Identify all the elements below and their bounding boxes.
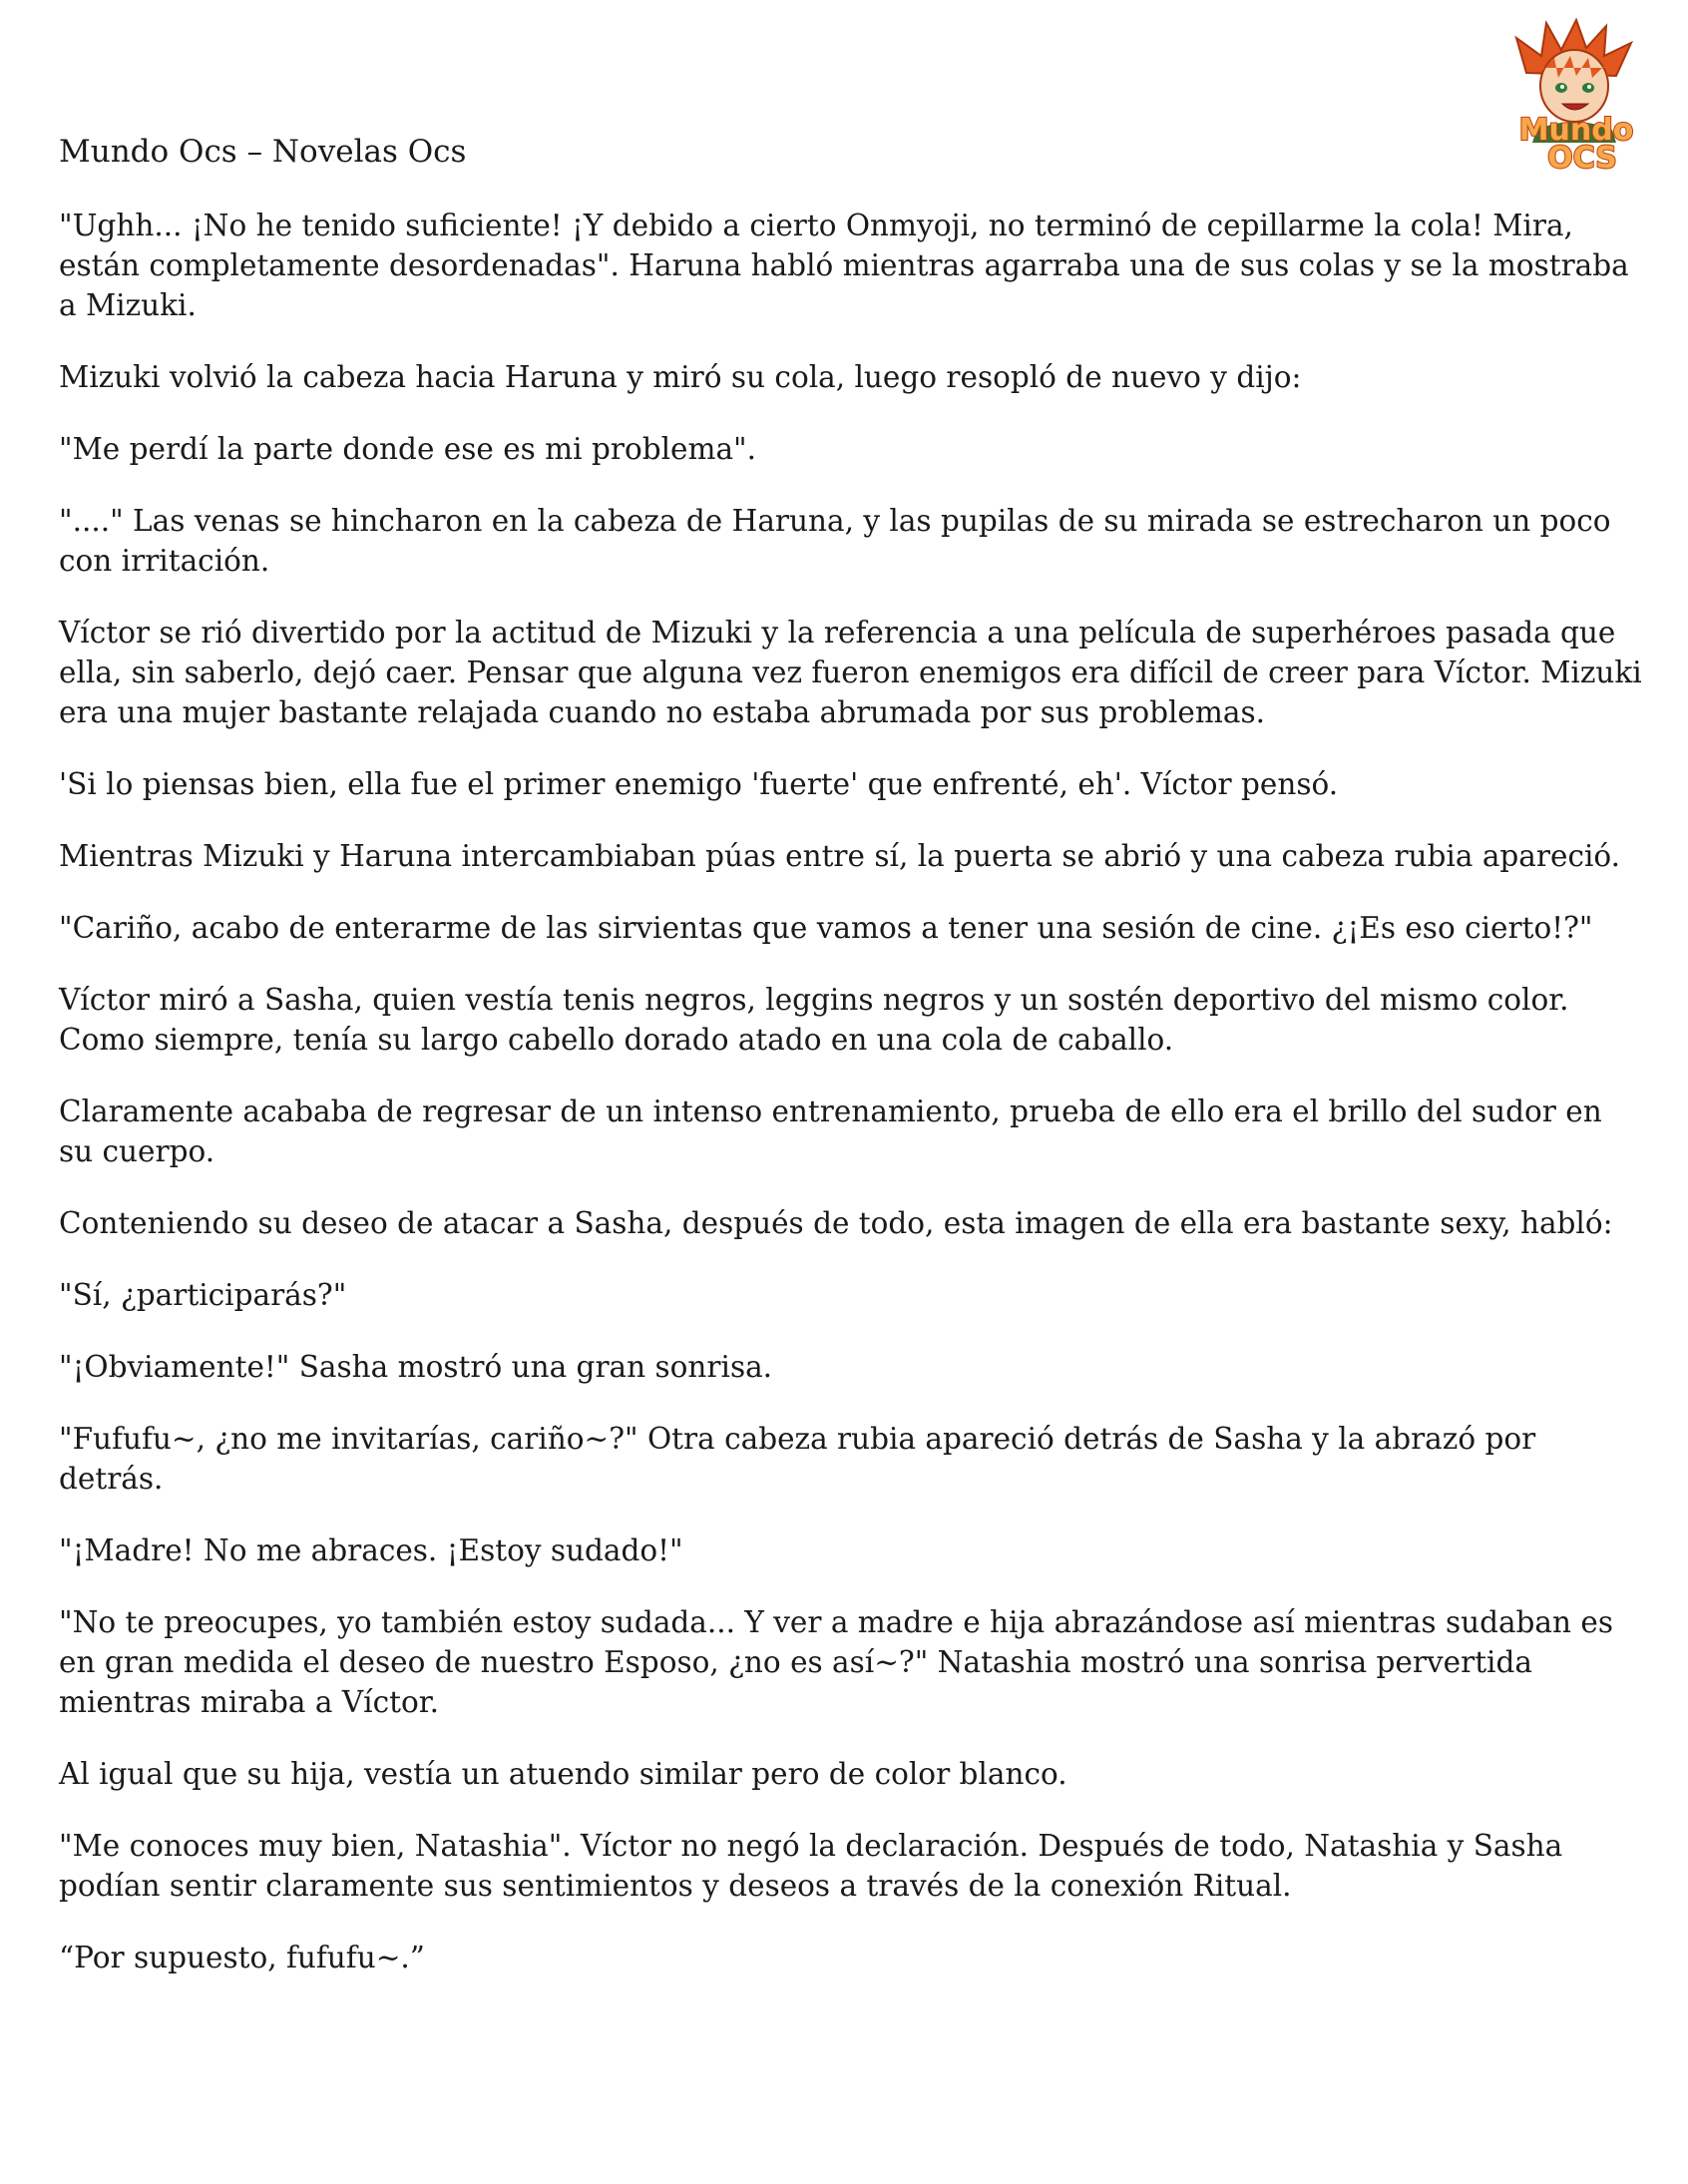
- paragraph: Mientras Mizuki y Haruna intercambiaban púas entre sí, la puerta se abrió y una cabeza rubia apareció.: [59, 839, 1621, 873]
- logo-text-bottom: OCS: [1547, 141, 1617, 176]
- paragraph: "Fufufu~, ¿no me invitarías, cariño~?" Otra cabeza rubia apareció detrás de Sasha y la abrazó por detrás.: [59, 1422, 1536, 1496]
- logo-text-top: Mundo: [1518, 113, 1634, 148]
- paragraph: Víctor se rió divertido por la actitud de Mizuki y la referencia a una película de superhéroes pasada que ella, sin saberlo, dejó caer. Pensar que alguna vez fueron enemigos era difícil de creer para Víctor. Mizuki era una mujer bastante relajada cuando no estaba abrumada por sus problemas.: [59, 616, 1642, 729]
- paragraph: Víctor miró a Sasha, quien vestía tenis negros, leggins negros y un sostén deportivo del mismo color. Como siempre, tenía su largo cabello dorado atado en una cola de caballo.: [59, 983, 1569, 1057]
- header-title: Mundo Ocs – Novelas Ocs: [59, 134, 467, 170]
- paragraph: Al igual que su hija, vestía un atuendo similar pero de color blanco.: [59, 1757, 1067, 1791]
- paragraph: 'Si lo piensas bien, ella fue el primer enemigo 'fuerte' que enfrenté, eh'. Víctor pensó.: [59, 767, 1339, 801]
- paragraph: "No te preocupes, yo también estoy sudada... Y ver a madre e hija abrazándose así mientras sudaban es en gran medida el deseo de nuestro Esposo, ¿no es así~?" Natashia mostró una sonrisa pervertida mientras miraba a Víctor.: [59, 1605, 1613, 1719]
- paragraph: Claramente acababa de regresar de un intenso entrenamiento, prueba de ello era el brillo del sudor en su cuerpo.: [59, 1094, 1602, 1168]
- paragraph: Conteniendo su deseo de atacar a Sasha, después de todo, esta imagen de ella era bastante sexy, habló:: [59, 1206, 1613, 1240]
- body-text: [59, 206, 1645, 2009]
- paragraph: "Ughh... ¡No he tenido suficiente! ¡Y debido a cierto Onmyoji, no terminó de cepillarme la cola! Mira, están completamente desordenadas". Haruna habló mientras agarraba una de sus colas y se la mostraba a Mizuki.: [59, 209, 1629, 322]
- paragraph: "Me conoces muy bien, Natashia". Víctor no negó la declaración. Después de todo, Natashia y Sasha podían sentir claramente sus sentimientos y deseos a través de la conexión Ritual.: [59, 1829, 1563, 1903]
- paragraph: Mizuki volvió la cabeza hacia Haruna y miró su cola, luego resopló de nuevo y dijo:: [59, 360, 1302, 394]
- paragraph: "Sí, ¿participarás?": [59, 1278, 347, 1312]
- paragraph: "Cariño, acabo de enterarme de las sirvientas que vamos a tener una sesión de cine. ¿¡Es eso cierto!?": [59, 911, 1593, 945]
- logo-wordmark: [1496, 18, 1656, 178]
- paragraph: "¡Madre! No me abraces. ¡Estoy sudado!": [59, 1533, 683, 1567]
- mundo-ocs-logo: [1496, 18, 1656, 178]
- paragraph: "Me perdí la parte donde ese es mi problema".: [59, 432, 756, 466]
- paragraph: “Por supuesto, fufufu~.”: [59, 1941, 425, 1974]
- paragraph: "¡Obviamente!" Sasha mostró una gran sonrisa.: [59, 1350, 773, 1384]
- paragraph: "...." Las venas se hincharon en la cabeza de Haruna, y las pupilas de su mirada se estrecharon un poco con irritación.: [59, 504, 1611, 578]
